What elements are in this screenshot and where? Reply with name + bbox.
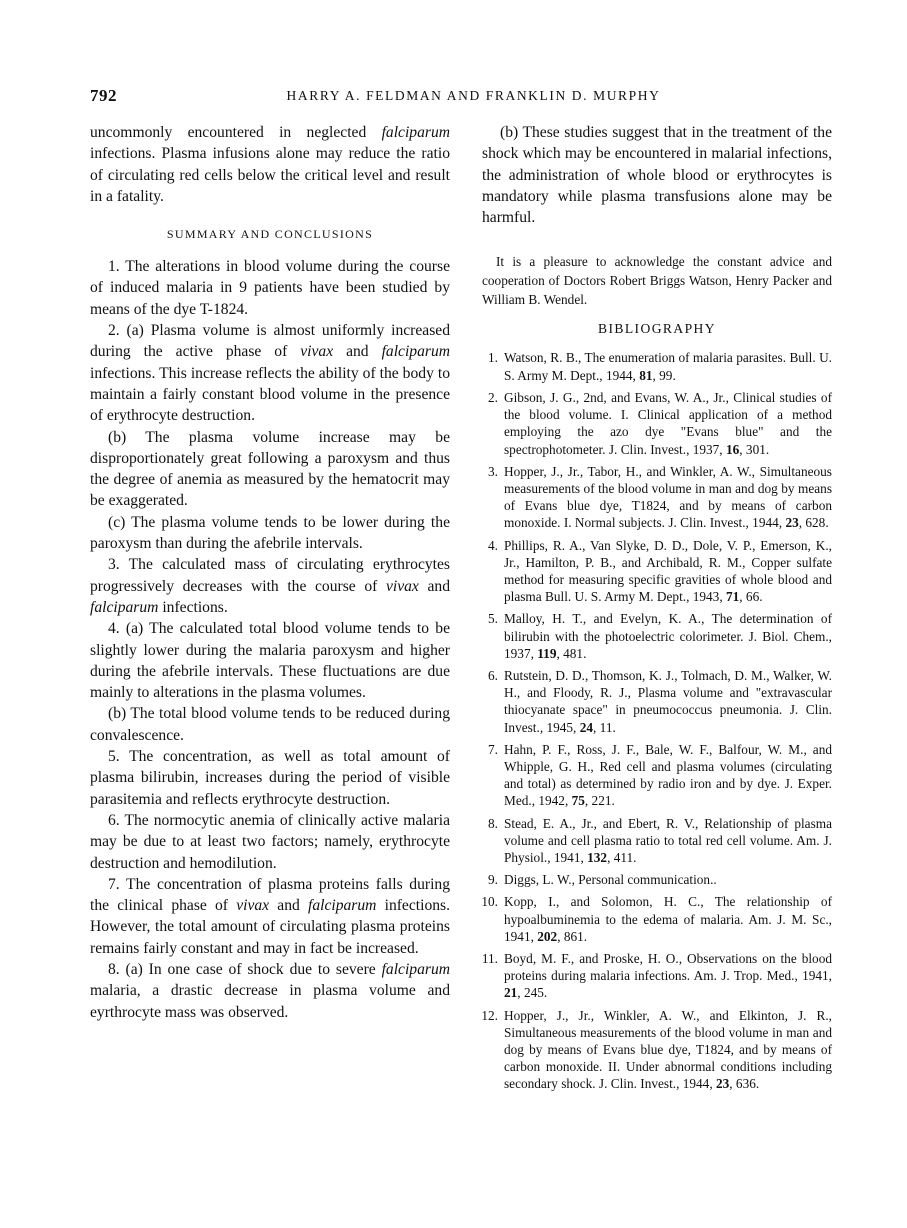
reference-text: Malloy, H. T., and Evelyn, K. A., The determination of bilirubin with the photoelectric colorimeter. J. Biol. Chem., 1937, 119, 481. [504,611,832,661]
reference-item [482,815,832,867]
reference-number: 6. [488,667,498,683]
conclusion-5: 5. The concentration, as well as total amount of plasma bilirubin, increases during the period of visible parasitemia and reflects erythrocyte destruction. [90,748,450,808]
conclusion-2a: 2. (a) Plasma volume is almost uniformly increased during the active phase of vivax and falciparum infections. This increase reflects the ability of the body to maintain a fairly constant blood volume in the presence of erythrocyte destruction. [90,322,450,425]
reference-text: Kopp, I., and Solomon, H. C., The relationship of hypoalbuminemia to the edema of malaria. Am. J. M. Sc., 1941, 202, 861. [504,894,832,944]
continuation-paragraph: uncommonly encountered in neglected falciparum infections. Plasma infusions alone may reduce the ratio of circulating red cells below the critical level and result in a fatality. [90,124,450,205]
reference-text: Gibson, J. G., 2nd, and Evans, W. A., Jr., Clinical studies of the blood volume. I. Clinical application of a method employing the azo dye "Evans blue" and the spectrophotometer. J. Clin. Invest., 1937, 16, 301. [504,389,832,457]
section-heading: SUMMARY AND CONCLUSIONS [166,227,374,242]
conclusion-4b: (b) The total blood volume tends to be reduced during convalescence. [90,705,450,744]
reference-number: 5. [488,611,498,627]
reference-item [482,537,832,606]
reference-number: 2. [488,389,498,405]
reference-number: 4. [488,537,498,553]
reference-text: Boyd, M. F., and Proske, H. O., Observations on the blood proteins during malaria infections. Am. J. Trop. Med., 1941, 21, 245. [504,950,832,1001]
reference-item [482,667,832,736]
conclusion-8a: 8. (a) In one case of shock due to severe falciparum malaria, a drastic decrease in plasma volume and eyrthrocyte mass was observed. [90,960,450,1021]
reference-text: Stead, E. A., Jr., and Ebert, R. V., Relationship of plasma volume and cell plasma ratio to total red cell volume. Am. J. Physiol., 1941, 132, 411. [504,815,832,865]
conclusion-6: 6. The normocytic anemia of clinically active malaria may be due to at least two factors; namely, erythrocyte destruction and hemodilution. [90,811,450,872]
reference-text: Hopper, J., Jr., Winkler, A. W., and Elkinton, J. R., Simultaneous measurements of the blood volume in man and dog by means of Evans blue dye, T1824, and by means of carbon monoxide. II. Under abnormal conditions including secondary shock. J. Clin. Invest., 1944, 23, 636. [504,1007,832,1092]
reference-text: Hopper, J., Jr., Tabor, H., and Winkler, A. W., Simultaneous measurements of the blood volume in man and dog by means of Evans blue dye, T1824, and by means of carbon monoxide. I. Normal subjects. J. Clin. Invest., 1944, 23, 628. [504,463,832,531]
bibliography-heading: BIBLIOGRAPHY [597,321,716,337]
conclusion-2c: (c) The plasma volume tends to be lower during the paroxysm than during the afebrile intervals. [90,513,450,553]
reference-item [482,871,832,888]
conclusion-3: 3. The calculated mass of circulating erythrocytes progressively decreases with the course of vivax and falciparum infections. [90,556,450,616]
reference-item [482,893,832,945]
reference-item [482,1007,832,1093]
conclusion-8b: (b) These studies suggest that in the treatment of the shock which may be encountered in malarial infections, the administration of whole blood or erythrocytes is mandatory while plasma transfusions alone may be harmful. [482,124,832,227]
right-column [482,122,832,1098]
reference-item [482,741,832,810]
reference-text: Rutstein, D. D., Thomson, K. J., Tolmach, D. M., Walker, W. H., and Floody, R. J., Plasma volume and "extravascular thiocyanate space" in pneumococcus pneumonia. J. Clin. Invest., 1945, 24, 11. [504,667,832,735]
page-number: 792 [90,86,117,105]
reference-number: 10. [481,894,498,910]
reference-number: 11. [481,950,498,966]
reference-item [482,950,832,1002]
reference-text: Hahn, P. F., Ross, J. F., Bale, W. F., Balfour, W. M., and Whipple, G. H., Red cell and plasma volumes (circulating and total) as determined by radio iron and by dye. J. Exper. Med., 1942, 75, 221. [504,741,832,809]
reference-item [482,349,832,383]
reference-item [482,610,832,662]
reference-item [482,463,832,532]
reference-number: 3. [488,463,498,479]
reference-list [482,349,832,1092]
reference-number: 1. [488,350,498,366]
reference-number: 9. [488,872,498,888]
conclusion-1: 1. The alterations in blood volume during the course of induced malaria in 9 patients have been studied by means of the dye T-1824. [90,258,450,318]
acknowledgment: It is a pleasure to acknowledge the constant advice and cooperation of Doctors Robert Briggs Watson, Henry Packer and William B. Wendel. [482,254,832,308]
conclusion-4a: 4. (a) The calculated total blood volume tends to be slightly lower during the malaria paroxysm and higher during the afebrile intervals. These fluctuations are due mainly to alterations in the plasma volumes. [90,620,450,702]
conclusion-7: 7. The concentration of plasma proteins falls during the clinical phase of vivax and falciparum infections. However, the total amount of circulating plasma proteins remains fairly constant and may in fact be increased. [90,875,450,957]
reference-number: 8. [488,815,498,831]
reference-item [482,389,832,458]
reference-text: Phillips, R. A., Van Slyke, D. D., Dole, V. P., Emerson, K., Jr., Hamilton, P. B., and Archibald, R. M., Copper sulfate method for measuring specific gravities of whole blood and plasma Bull. U. S. Army M. Dept., 1943, 71, 66. [504,537,832,605]
running-head: HARRY A. FELDMAN AND FRANKLIN D. MURPHY [286,88,661,103]
reference-number: 12. [481,1007,498,1023]
conclusion-2b: (b) The plasma volume increase may be disproportionately great following a paroxysm and thus the degree of anemia as measured by the hematocrit may be exaggerated. [90,428,450,510]
reference-text: Watson, R. B., The enumeration of malaria parasites. Bull. U. S. Army M. Dept., 1944, 81, 99. [504,350,832,383]
reference-text: Diggs, L. W., Personal communication.. [504,872,717,888]
reference-number: 7. [488,741,498,757]
left-column [90,122,450,1023]
